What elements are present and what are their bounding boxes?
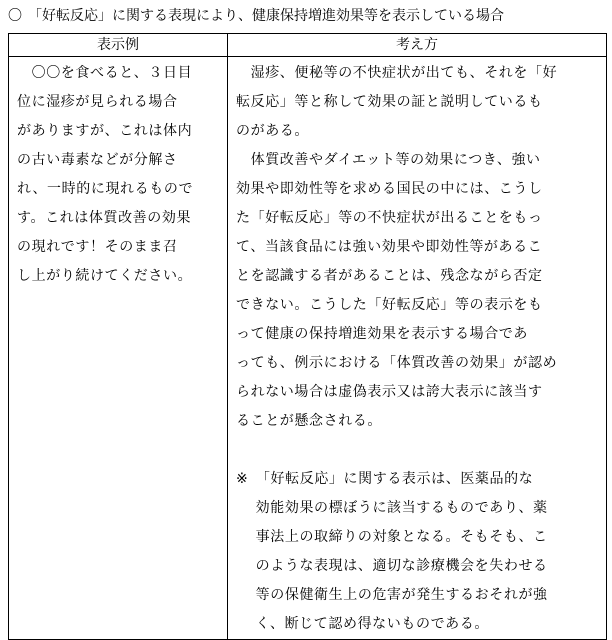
view-line: られない場合は虚偽表示又は誇大表示に該当す xyxy=(236,384,543,400)
example-line: れ、一時的に現れるもので xyxy=(17,181,194,197)
example-line: がありますが、これは体内 xyxy=(17,123,193,139)
table-header-row xyxy=(9,34,607,57)
view-line: って健康の保持増進効果を表示する場合であ xyxy=(236,326,528,342)
example-cell xyxy=(9,57,228,640)
view-line: 転反応」等と称して効果の証と説明しているも xyxy=(236,94,543,110)
view-line: た「好転反応」等の不快症状が出ることをもっ xyxy=(236,210,543,226)
view-line: とを認識する者があることは、残念ながら否定 xyxy=(236,268,543,284)
view-line: できない。こうした「好転反応」等の表示をも xyxy=(236,297,543,313)
note-line: 等の保健衛生上の危害が発生するおそれが強 xyxy=(236,587,548,603)
example-line: す。これは体質改善の効果 xyxy=(17,210,192,226)
view-line: っても、例示における「体質改善の効果」が認め xyxy=(236,355,558,371)
note-line: のような表現は、適切な診療機会を失わせる xyxy=(236,558,548,574)
paragraph-gap xyxy=(236,436,600,465)
example-table xyxy=(8,33,607,640)
view-line: て、当該食品には強い効果や即効性等があるこ xyxy=(236,239,543,255)
heading-text: 「好転反応」に関する表現により、健康保持増進効果等を表示している場合 xyxy=(28,8,504,24)
note-line: 事法上の取締りの対象となる。そもそも、こ xyxy=(236,529,548,545)
header-example: 表示例 xyxy=(9,34,228,57)
table-row xyxy=(9,57,607,640)
view-cell xyxy=(228,57,607,640)
section-heading xyxy=(8,6,504,26)
view-line: のがある。 xyxy=(236,123,309,139)
view-line: 体質改善やダイエット等の効果につき、強い xyxy=(236,152,541,168)
header-view: 考え方 xyxy=(228,34,607,57)
example-line: 位に湿疹が見られる場合 xyxy=(17,94,178,110)
example-line: 〇〇を食べると、３日目 xyxy=(17,65,193,81)
note-line: く、断じて認め得ないものである。 xyxy=(236,616,489,632)
note-line: ※ 「好転反応」に関する表示は、医薬品的な xyxy=(236,471,534,487)
example-line: し上がり続けてください。 xyxy=(17,268,193,284)
circle-bullet-icon: 〇 xyxy=(8,8,22,24)
note-line: 効能効果の標ぼうに該当するものであり、薬 xyxy=(236,500,548,516)
view-line: 湿疹、便秘等の不快症状が出ても、それを「好 xyxy=(236,65,558,81)
example-line: の古い毒素などが分解さ xyxy=(17,152,178,168)
view-line: 効果や即効性等を求める国民の中には、こうし xyxy=(236,181,543,197)
view-line: ることが懸念される。 xyxy=(236,413,382,429)
example-line: の現れです！そのまま召 xyxy=(17,239,178,255)
